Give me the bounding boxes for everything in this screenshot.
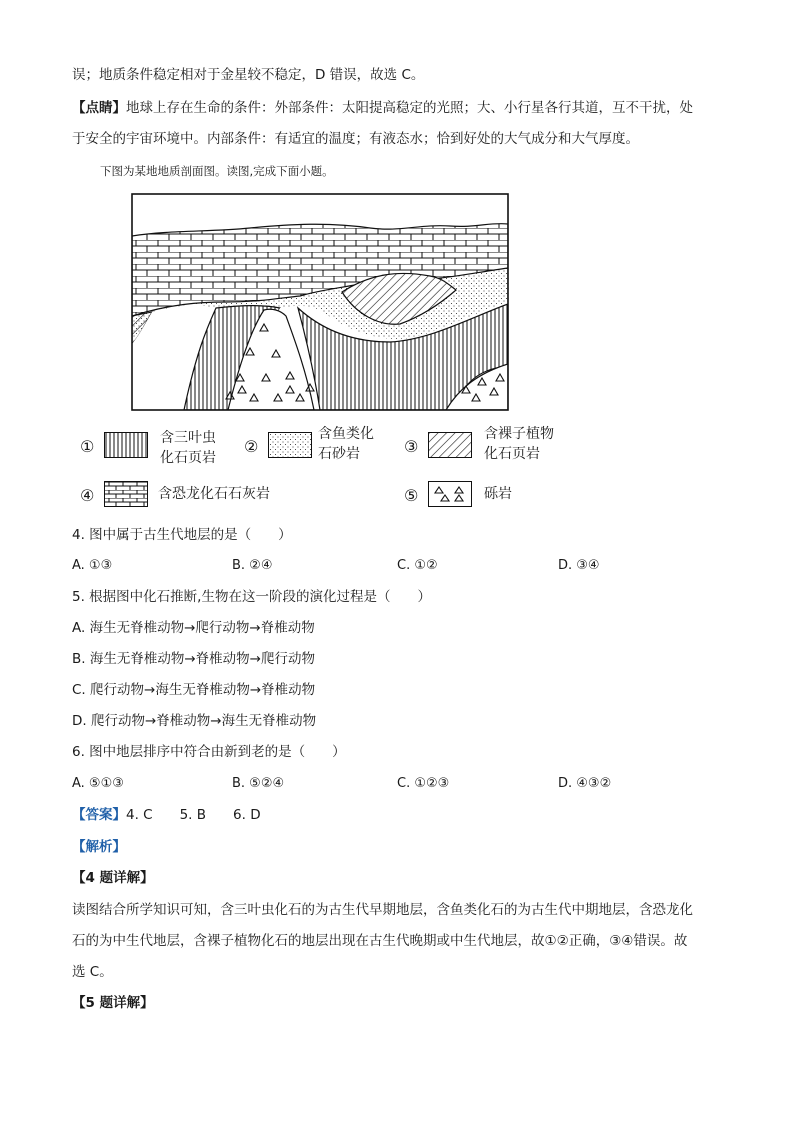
tip-label: 【点睛】 (72, 100, 126, 116)
legend-swatch-triangles (428, 481, 472, 507)
legend-label-2-line2: 石砂岩 (318, 446, 360, 462)
q4-option-d[interactable]: D. ③④ (558, 558, 600, 573)
detail4-line2: 石的为中生代地层，含裸子植物化石的地层出现在古生代晚期或中生代地层，故①②正确，③④错误。故 (72, 933, 688, 949)
intro-line1: 误；地质条件稳定相对于金星较不稳定，D 错误，故选 C。 (72, 67, 425, 83)
legend-label-3 (484, 424, 554, 464)
q5-option-d[interactable]: D. 爬行动物→脊椎动物→海生无脊椎动物 (72, 713, 317, 729)
tip-text1: 地球上存在生命的条件：外部条件：太阳提高稳定的光照；大、小行星各行其道，互不干扰，处 (126, 100, 693, 116)
tip-line1 (72, 99, 693, 117)
legend-swatch-dots (268, 432, 312, 458)
legend-swatch-diagonal-lines (428, 432, 472, 458)
q4-option-b[interactable]: B. ②④ (232, 558, 273, 573)
q6-option-c[interactable]: C. ①②③ (397, 776, 450, 791)
legend-num-5: ⑤ (404, 486, 419, 505)
legend-swatch-vertical-lines (104, 432, 148, 458)
legend-label-1 (160, 428, 216, 468)
q5-option-c[interactable]: C. 爬行动物→海生无脊椎动物→脊椎动物 (72, 682, 316, 698)
q5-option-a[interactable]: A. 海生无脊椎动物→爬行动物→脊椎动物 (72, 620, 315, 636)
legend-label-2 (318, 424, 374, 464)
legend-label-3-line1: 含裸子植物 (484, 426, 554, 442)
answer-text: 4. C 5. B 6. D (126, 807, 261, 823)
answer-line (72, 806, 261, 824)
q4-option-c[interactable]: C. ①② (397, 558, 438, 573)
q4-option-a[interactable]: A. ①③ (72, 558, 113, 573)
q6-option-b[interactable]: B. ⑤②④ (232, 776, 285, 791)
legend-label-4: 含恐龙化石石灰岩 (158, 486, 270, 502)
legend-num-2: ② (244, 437, 259, 456)
figure-caption: 下图为某地地质剖面图。读图,完成下面小题。 (100, 164, 334, 178)
q5-stem: 5. 根据图中化石推断,生物在这一阶段的演化过程是（ ） (72, 589, 431, 605)
q6-stem: 6. 图中地层排序中符合由新到老的是（ ） (72, 744, 346, 760)
legend-swatch-bricks (104, 481, 148, 507)
legend-num-1: ① (80, 437, 95, 456)
analysis-label: 【解析】 (72, 839, 126, 855)
tip-line2: 于安全的宇宙环境中。内部条件：有适宜的温度；有液态水；恰到好处的大气成分和大气厚度。 (72, 131, 639, 147)
detail4-label: 【4 题详解】 (72, 870, 154, 886)
answer-label: 【答案】 (72, 807, 126, 823)
legend-label-3-line2: 化石页岩 (484, 446, 540, 462)
q4-stem: 4. 图中属于古生代地层的是（ ） (72, 527, 292, 543)
q5-option-b[interactable]: B. 海生无脊椎动物→脊椎动物→爬行动物 (72, 651, 315, 667)
q6-option-d[interactable]: D. ④③② (558, 776, 612, 791)
geologic-cross-section (130, 192, 510, 414)
q6-option-a[interactable]: A. ⑤①③ (72, 776, 124, 791)
legend-label-2-line1: 含鱼类化 (318, 426, 374, 442)
detail5-label: 【5 题详解】 (72, 995, 154, 1011)
detail4-line3: 选 C。 (72, 964, 113, 980)
legend-label-5: 砾岩 (484, 486, 512, 502)
legend-label-1-line1: 含三叶虫 (160, 430, 216, 446)
legend-label-1-line2: 化石页岩 (160, 450, 216, 466)
detail4-line1: 读图结合所学知识可知，含三叶虫化石的为古生代早期地层，含鱼类化石的为古生代中期地层，含恐龙化 (72, 902, 693, 918)
legend-num-4: ④ (80, 486, 95, 505)
legend-num-3: ③ (404, 437, 419, 456)
